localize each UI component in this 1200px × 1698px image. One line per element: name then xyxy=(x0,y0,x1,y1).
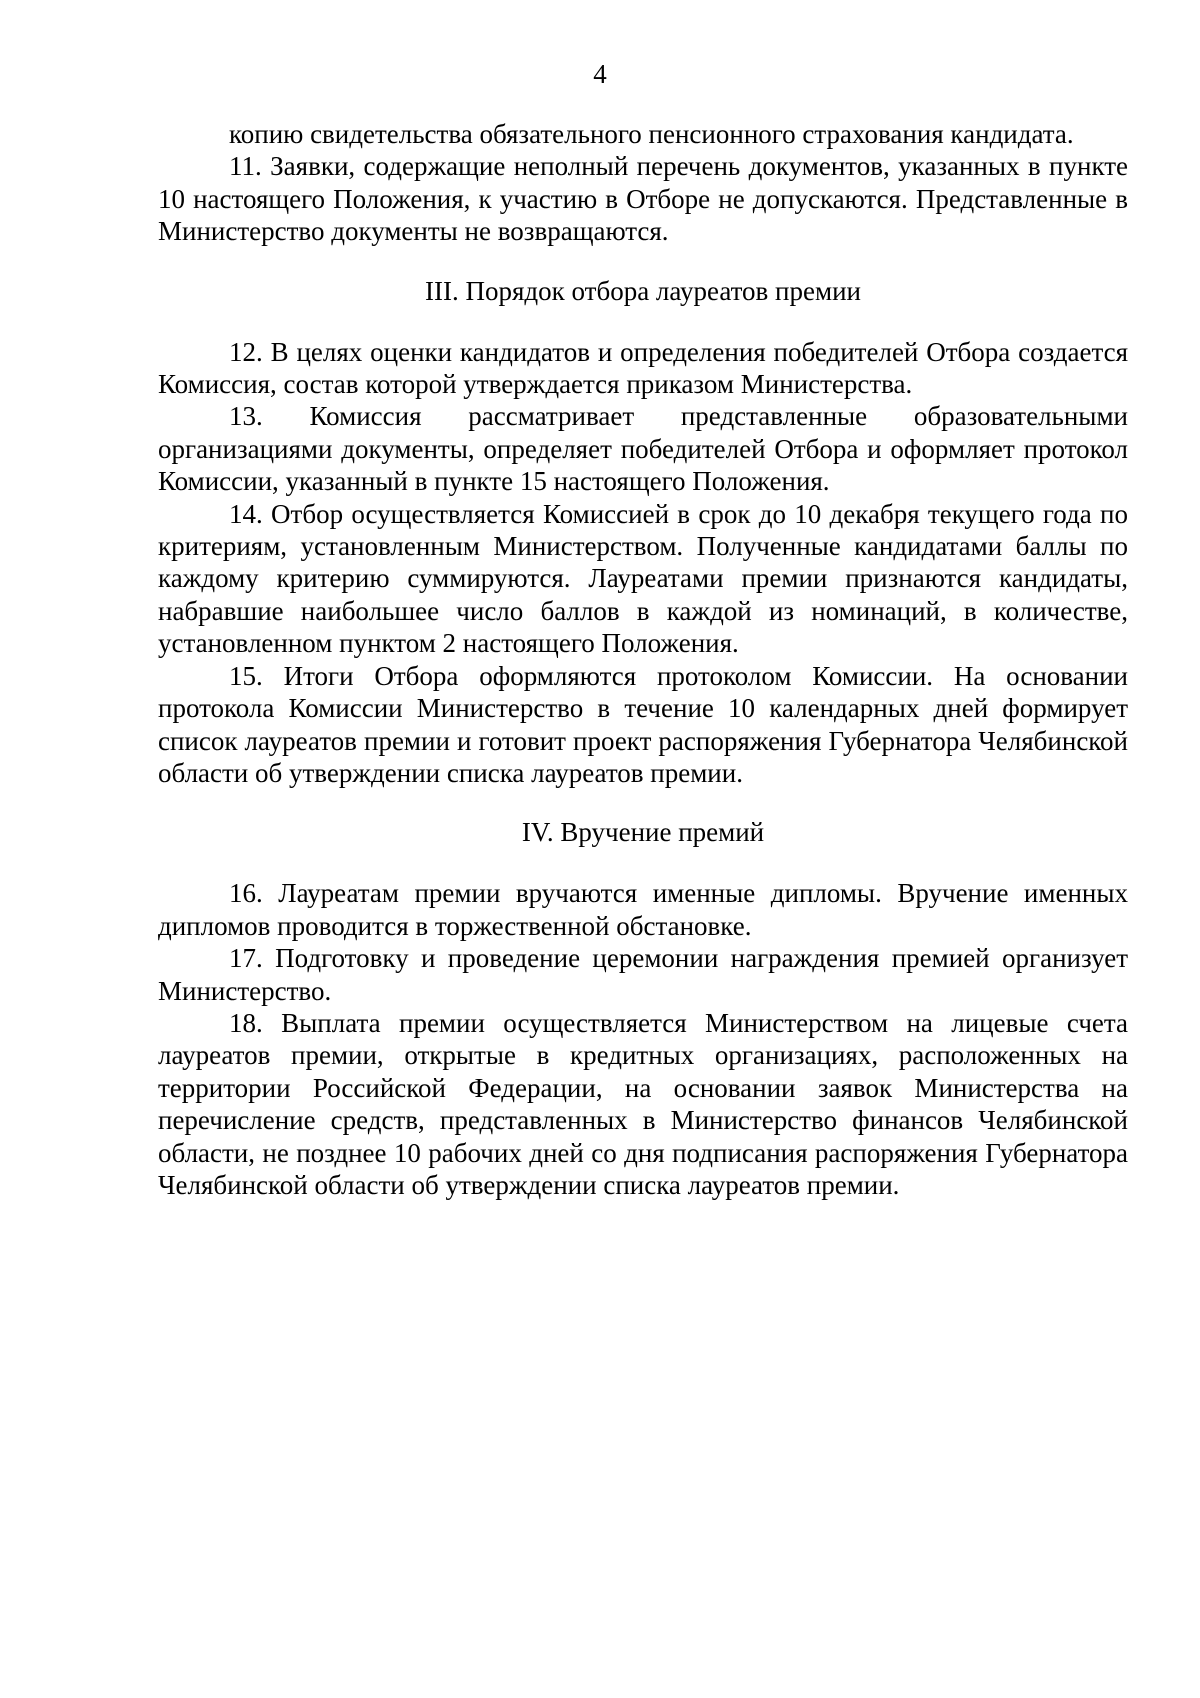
paragraph-13: 13. Комиссия рассматривает представленные образовательными организациями документы, определяет победителей Отбора и оформляет протокол Комиссии, указанный в пункте 15 настоящего Положения. xyxy=(158,401,1128,497)
paragraph-15: 15. Итоги Отбора оформляются протоколом Комиссии. На основании протокола Комиссии Министерство в течение 10 календарных дней формирует список лауреатов премии и готовит проект распоряжения Губернатора Челябинской области об утверждении списка лауреатов премии. xyxy=(158,660,1128,788)
paragraph-12: 12. В целях оценки кандидатов и определения победителей Отбора создается Комиссия, состав которой утверждается приказом Министерства. xyxy=(158,336,1128,400)
paragraph-18: 18. Выплата премии осуществляется Министерством на лицевые счета лауреатов премии, открытые в кредитных организациях, расположенных на территории Российской Федерации, на основании заявок Министерства на перечисление средств, представленных в Министерство финансов Челябинской области, не позднее 10 рабочих дней со дня подписания распоряжения Губернатора Челябинской области об утверждении списка лауреатов премии. xyxy=(158,1007,1128,1200)
section-heading-3: III. Порядок отбора лауреатов премии xyxy=(425,275,861,306)
section-heading-4: IV. Вручение премий xyxy=(521,817,765,848)
paragraph-14: 14. Отбор осуществляется Комиссией в срок до 10 декабря текущего года по критериям, установленным Министерством. Полученные кандидатами баллы по каждому критерию суммируются. Лауреатами премии признаются кандидаты, набравшие наибольшее число баллов в каждой из номинаций, в количестве, установленном пунктом 2 настоящего Положения. xyxy=(158,498,1128,659)
paragraph-continuation: копию свидетельства обязательного пенсионного страхования кандидата. xyxy=(229,119,1074,149)
paragraph-17: 17. Подготовку и проведение церемонии награждения премией организует Министерство. xyxy=(158,943,1128,1006)
page-number: 4 xyxy=(593,59,607,89)
paragraph-11: 11. Заявки, содержащие неполный перечень документов, указанных в пункте 10 настоящего Положения, к участию в Отборе не допускаются. Представленные в Министерство документы не возвращаются. xyxy=(158,151,1128,247)
paragraph-16: 16. Лауреатам премии вручаются именные дипломы. Вручение именных дипломов проводится в торжественной обстановке. xyxy=(158,878,1128,941)
document-body xyxy=(158,118,1128,1201)
